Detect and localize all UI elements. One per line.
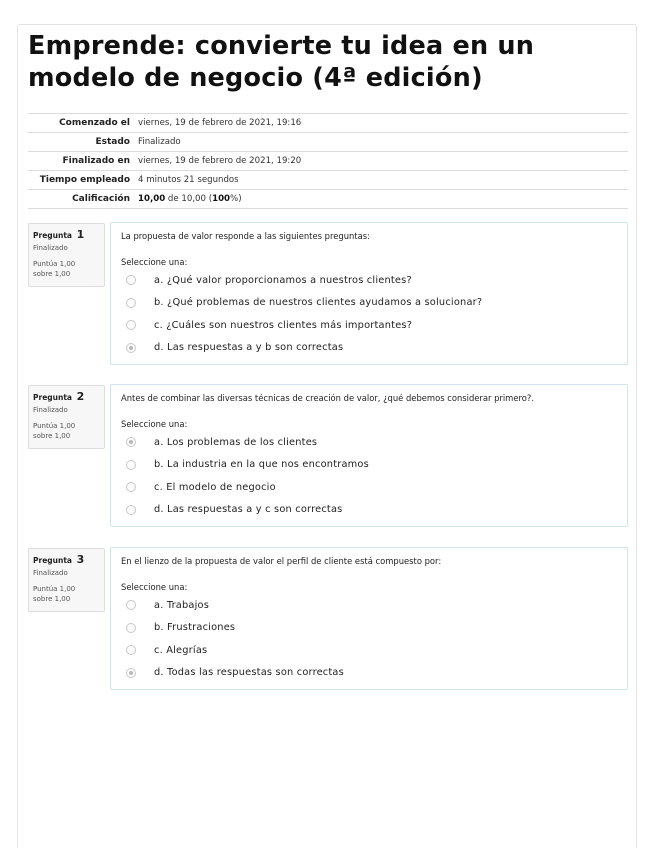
question-number	[33, 553, 100, 566]
question-grade-line: sobre 1,00	[33, 270, 71, 278]
question-grade	[33, 421, 100, 441]
answer-option-label: a. ¿Qué valor proporcionamos a nuestros clientes?	[154, 274, 412, 286]
answer-option-label: d. Las respuestas a y b son correctas	[154, 342, 344, 354]
summary-row-finished	[28, 152, 628, 171]
answer-option-label: b. La industria en la que nos encontramos	[154, 459, 369, 471]
answer-option[interactable]	[121, 337, 617, 360]
grade-score: 10,00	[138, 194, 166, 204]
question-number-value: 1	[76, 228, 85, 241]
page-title: Emprende: convierte tu idea en un modelo de negocio (4ª edición)	[28, 31, 535, 93]
grade-percent: 100	[212, 194, 231, 204]
summary-label: Finalizado en	[62, 156, 130, 166]
answer-option[interactable]	[121, 476, 617, 499]
summary-row-grade	[28, 190, 628, 209]
question-grade-line: Puntúa 1,00	[33, 422, 76, 430]
answer-option-label: b. Frustraciones	[154, 622, 236, 634]
radio-button-selected[interactable]	[126, 343, 136, 353]
question-state: Finalizado	[33, 244, 68, 252]
answer-options	[121, 594, 617, 684]
summary-label: Estado	[95, 137, 130, 147]
question-label: Pregunta	[33, 393, 72, 402]
answer-option-label: c. Alegrías	[154, 644, 208, 656]
question-grade-line: Puntúa 1,00	[33, 585, 76, 593]
question-text: Antes de combinar las diversas técnicas de creación de valor, ¿qué debemos considerar primero?.	[121, 393, 534, 403]
summary-value: Finalizado	[138, 137, 181, 147]
answer-option[interactable]	[121, 431, 617, 454]
summary-value: 4 minutos 21 segundos	[138, 175, 239, 185]
summary-row-time-taken	[28, 171, 628, 190]
answer-option[interactable]	[121, 499, 617, 522]
answer-option-label: c. ¿Cuáles son nuestros clientes más importantes?	[154, 319, 413, 331]
question-label: Pregunta	[33, 556, 72, 565]
answer-options	[121, 431, 617, 521]
question-content-3	[110, 547, 628, 690]
question-number-value: 3	[76, 553, 85, 566]
question-info-3	[28, 548, 105, 612]
answer-option-label: a. Los problemas de los clientes	[154, 436, 318, 448]
radio-button[interactable]	[126, 645, 136, 655]
question-state: Finalizado	[33, 406, 68, 414]
answer-option-label: d. Todas las respuestas son correctas	[154, 667, 344, 679]
question-number-value: 2	[76, 390, 85, 403]
radio-button-selected[interactable]	[126, 437, 136, 447]
question-number	[33, 390, 100, 403]
attempt-summary-table	[28, 113, 628, 209]
question-grade-line: Puntúa 1,00	[33, 260, 76, 268]
question-text: En el lienzo de la propuesta de valor el perfil de cliente está compuesto por:	[121, 556, 442, 566]
answer-option-label: d. Las respuestas a y c son correctas	[154, 504, 343, 516]
radio-button[interactable]	[126, 482, 136, 492]
radio-button[interactable]	[126, 505, 136, 515]
question-grade	[33, 259, 100, 279]
answer-option-label: b. ¿Qué problemas de nuestros clientes ayudamos a solucionar?	[154, 297, 483, 309]
question-info-2	[28, 385, 105, 449]
answer-option[interactable]	[121, 292, 617, 315]
radio-button[interactable]	[126, 460, 136, 470]
question-content-1	[110, 222, 628, 365]
question-content-2	[110, 384, 628, 527]
summary-row-started	[28, 114, 628, 133]
question-grade-line: sobre 1,00	[33, 595, 71, 603]
answer-prompt: Seleccione una:	[121, 419, 188, 429]
question-label: Pregunta	[33, 231, 72, 240]
summary-value: viernes, 19 de febrero de 2021, 19:16	[138, 118, 302, 128]
question-text: La propuesta de valor responde a las siguientes preguntas:	[121, 231, 370, 241]
answer-prompt: Seleccione una:	[121, 582, 188, 592]
summary-label: Calificación	[72, 194, 130, 204]
answer-option[interactable]	[121, 662, 617, 685]
answer-options	[121, 269, 617, 359]
radio-button[interactable]	[126, 600, 136, 610]
radio-button[interactable]	[126, 298, 136, 308]
grade-of-text: de 10,00 (	[165, 194, 213, 204]
answer-option[interactable]	[121, 454, 617, 477]
question-grade-line: sobre 1,00	[33, 432, 71, 440]
grade-percent-close: %)	[230, 194, 242, 204]
question-info-1	[28, 223, 105, 287]
summary-label: Comenzado el	[59, 118, 130, 128]
radio-button[interactable]	[126, 275, 136, 285]
answer-option[interactable]	[121, 594, 617, 617]
radio-button[interactable]	[126, 623, 136, 633]
summary-label: Tiempo empleado	[39, 175, 130, 185]
answer-prompt: Seleccione una:	[121, 257, 188, 267]
answer-option-label: c. El modelo de negocio	[154, 481, 276, 493]
question-state: Finalizado	[33, 569, 68, 577]
answer-option[interactable]	[121, 314, 617, 337]
radio-button-selected[interactable]	[126, 668, 136, 678]
radio-button[interactable]	[126, 320, 136, 330]
answer-option[interactable]	[121, 617, 617, 640]
answer-option[interactable]	[121, 269, 617, 292]
summary-grade-value	[134, 190, 628, 209]
answer-option-label: a. Trabajos	[154, 599, 210, 611]
answer-option[interactable]	[121, 639, 617, 662]
question-number	[33, 228, 100, 241]
summary-value: viernes, 19 de febrero de 2021, 19:20	[138, 156, 302, 166]
summary-row-state	[28, 133, 628, 152]
question-grade	[33, 584, 100, 604]
